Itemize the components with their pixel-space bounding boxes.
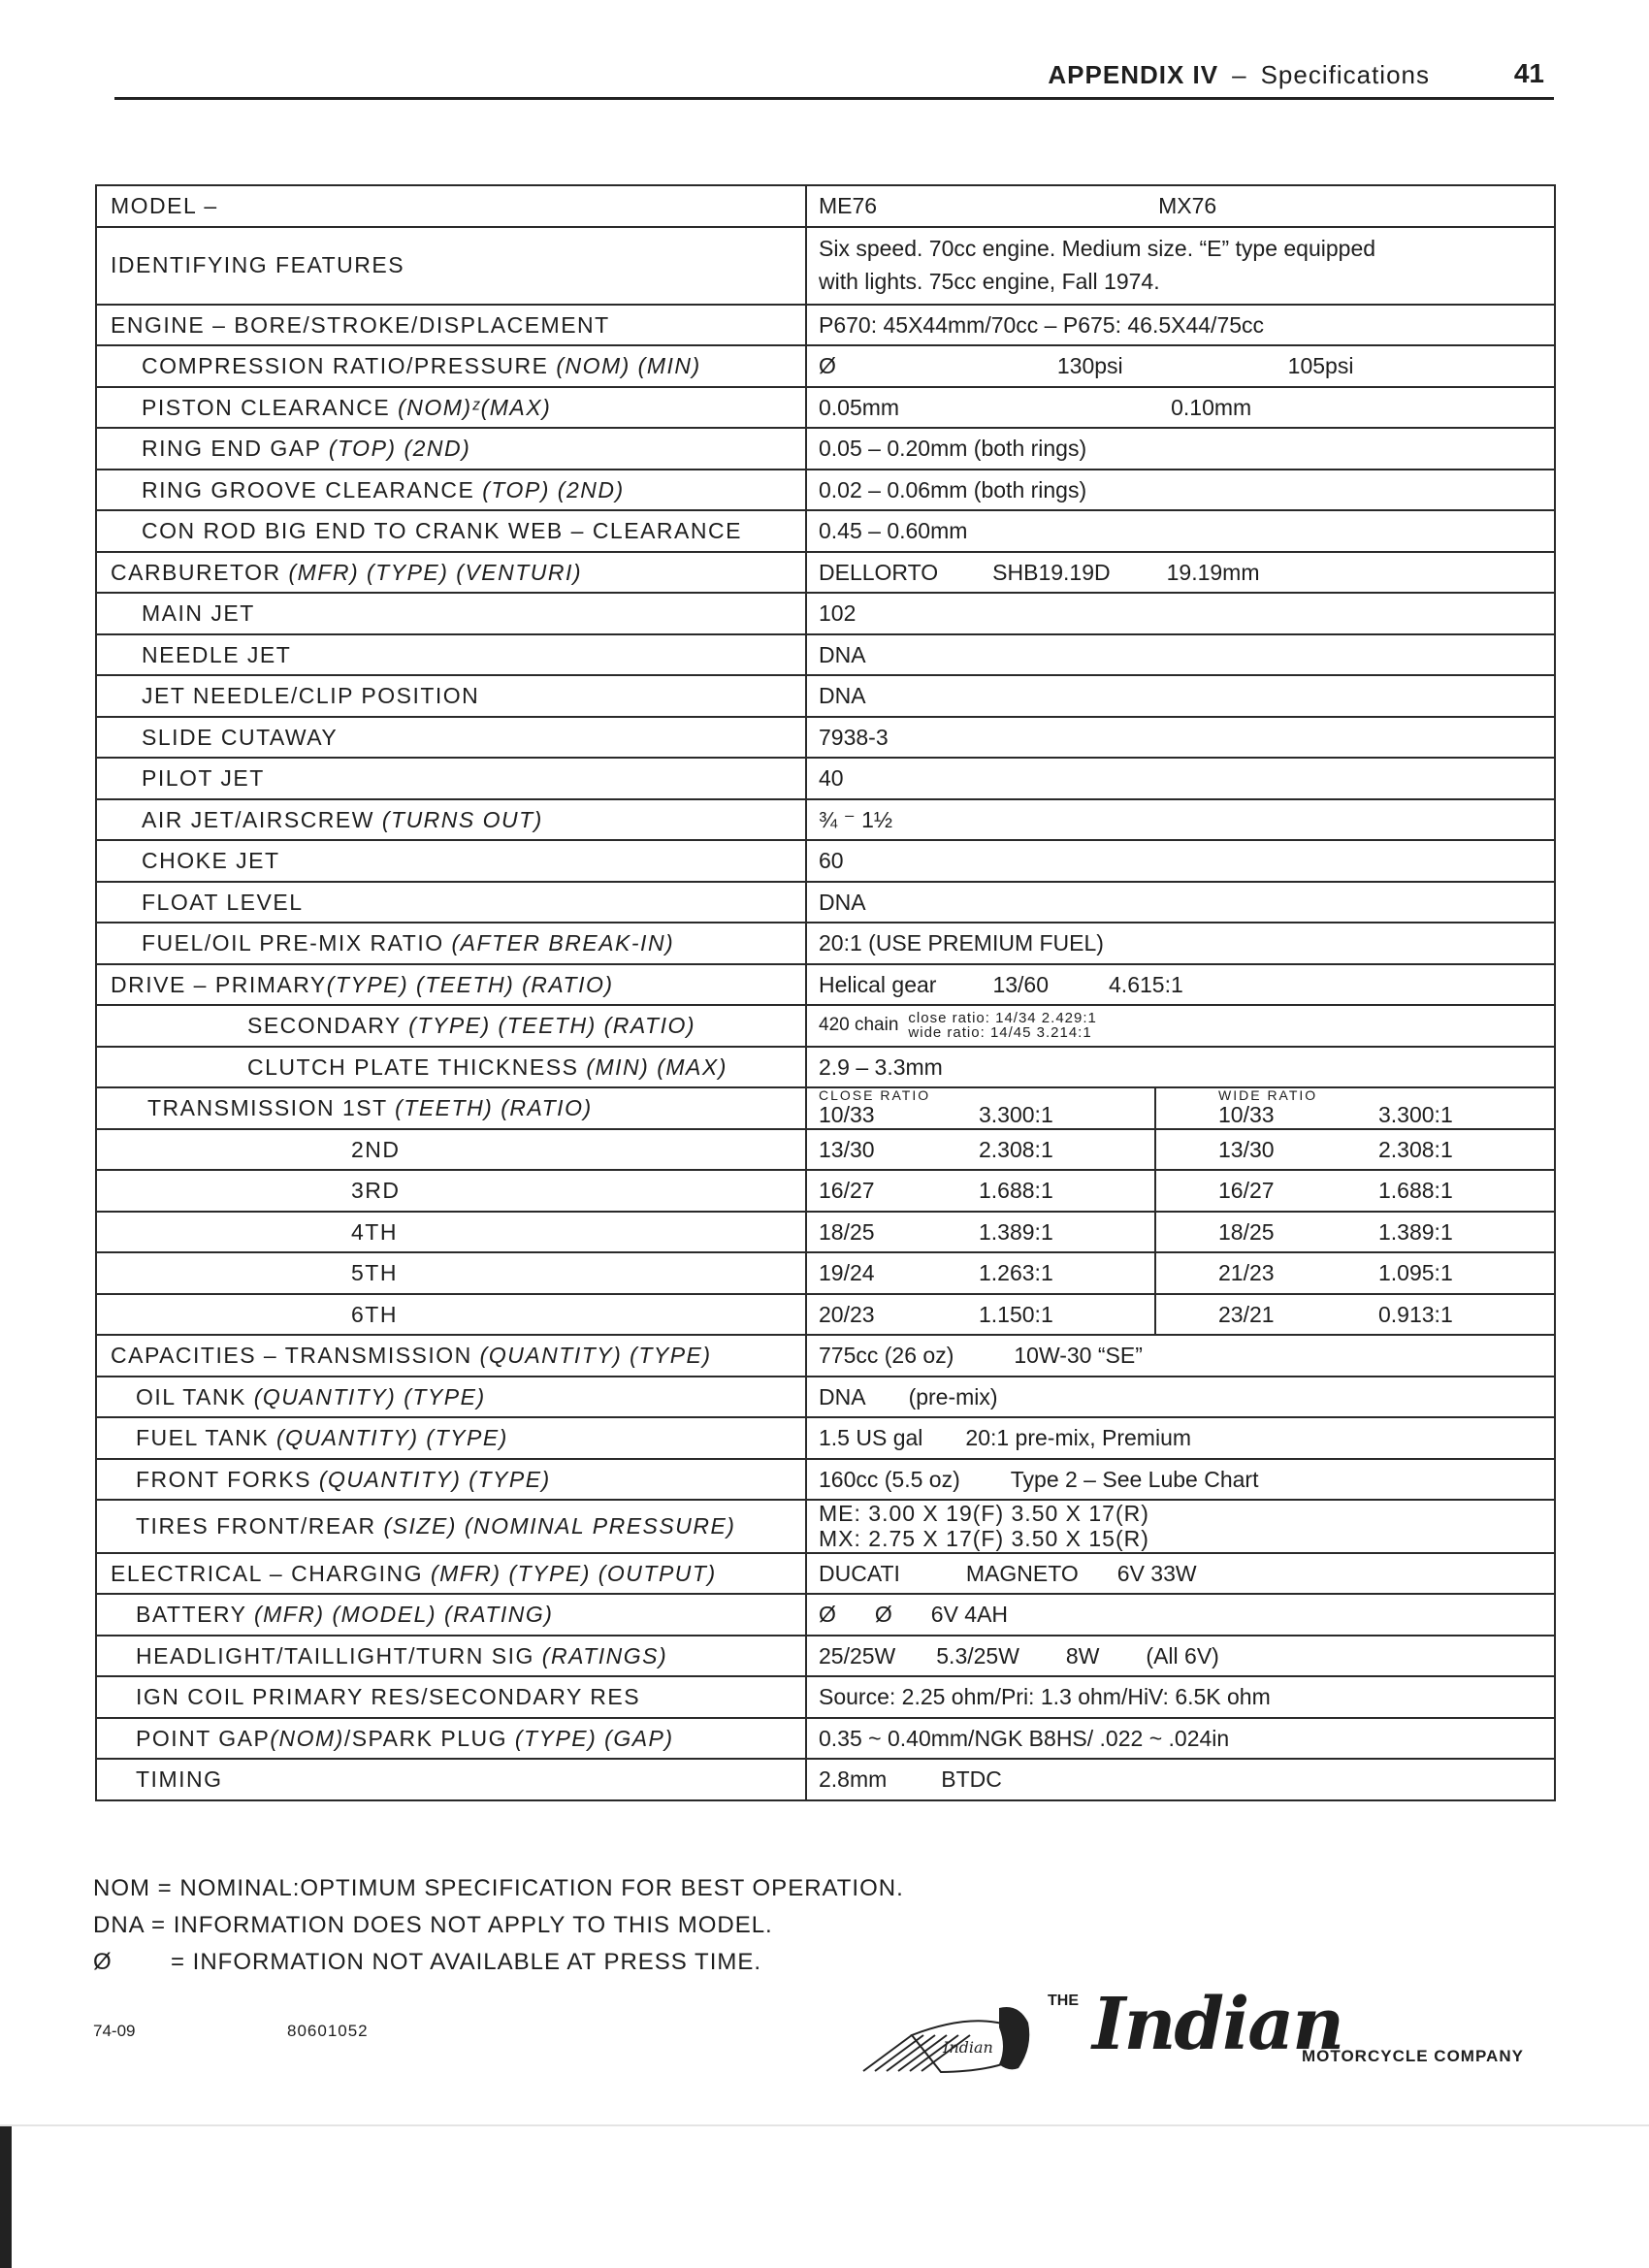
electrical-v2: MAGNETO — [965, 1560, 1079, 1586]
drive-v1: Helical gear — [819, 971, 937, 997]
forks-label-units: (QUANTITY) (TYPE) — [318, 1466, 551, 1492]
table-row — [96, 717, 1555, 759]
part-number: 80601052 — [287, 2022, 369, 2040]
carburetor-value — [806, 552, 1555, 594]
gear-6th-values — [806, 1294, 1555, 1336]
secondary-label-units: (TYPE) (TEETH) (RATIO) — [408, 1013, 696, 1039]
compression-v1: Ø — [819, 353, 836, 379]
ring-groove-label — [96, 470, 806, 511]
air-jet-label-units: (TURNS OUT) — [381, 806, 543, 832]
model-mx76: MX76 — [1158, 193, 1217, 219]
gear-6th-label: 6TH — [96, 1294, 806, 1336]
footnote-text: = INFORMATION NOT AVAILABLE AT PRESS TIME. — [171, 1949, 762, 1975]
footnote-text: = NOMINAL:OPTIMUM SPECIFICATION FOR BEST OPERATION. — [157, 1875, 904, 1901]
secondary-close-ratio: close ratio: 14/34 2.429:1 — [908, 1009, 1097, 1026]
footnote-symbol: NOM — [93, 1875, 150, 1901]
lights-v1: 25/25W — [819, 1642, 896, 1669]
premix-value: 20:1 (USE PREMIUM FUEL) — [806, 923, 1555, 964]
capacities-label — [96, 1335, 806, 1377]
table-row — [96, 185, 1555, 227]
indian-logo — [854, 1979, 1552, 2086]
gear-4th-values — [806, 1212, 1555, 1253]
carburetor-label-units: (MFR) (TYPE) (VENTURI) — [288, 559, 583, 585]
compression-label — [96, 345, 806, 387]
table-row — [96, 758, 1555, 799]
gear-wide-ratio: 1.389:1 — [1378, 1218, 1453, 1245]
table-row — [96, 675, 1555, 717]
forks-v2: Type 2 – See Lube Chart — [1010, 1466, 1259, 1492]
gear-1st-close-ratio: 3.300:1 — [979, 1102, 1053, 1128]
oil-tank-label-text: OIL TANK — [136, 1383, 254, 1409]
battery-v2: Ø — [874, 1602, 892, 1628]
timing-v1: 2.8mm — [819, 1766, 888, 1793]
electrical-label — [96, 1553, 806, 1595]
gear-wide-ratio: 2.308:1 — [1378, 1136, 1453, 1162]
table-row — [96, 1047, 1555, 1088]
table-row — [96, 1500, 1555, 1553]
carburetor-v1: DELLORTO — [819, 559, 939, 585]
forks-label — [96, 1459, 806, 1501]
forks-value — [806, 1459, 1555, 1501]
table-row — [96, 593, 1555, 634]
pilot-label: PILOT JET — [96, 758, 806, 799]
gear-3rd-label: 3RD — [96, 1170, 806, 1212]
oil-tank-label-units: (QUANTITY) (TYPE) — [253, 1383, 486, 1409]
lights-label — [96, 1636, 806, 1677]
model-me76: ME76 — [819, 193, 878, 219]
electrical-value — [806, 1553, 1555, 1595]
compression-label-units: (NOM) (MIN) — [556, 353, 701, 379]
tires-label-text: TIRES FRONT/REAR — [136, 1513, 384, 1539]
transmission-label-text: TRANSMISSION 1ST — [147, 1095, 396, 1121]
battery-v3: 6V 4AH — [930, 1602, 1009, 1628]
tires-mx: MX: 2.75 X 17(F) 3.50 X 15(R) — [819, 1526, 1149, 1552]
air-jet-label-text: AIR JET/AIRSCREW — [142, 806, 382, 832]
capacities-label-units: (QUANTITY) (TYPE) — [479, 1343, 712, 1369]
model-label: MODEL – — [96, 185, 806, 227]
table-row — [96, 552, 1555, 594]
footnote-na — [93, 1944, 904, 1981]
specifications-table — [95, 184, 1556, 1801]
secondary-label-text: SECONDARY — [247, 1013, 409, 1039]
gear-close-ratio: 2.308:1 — [979, 1136, 1053, 1162]
ring-groove-value: 0.02 – 0.06mm (both rings) — [806, 470, 1555, 511]
fuel-tank-v2: 20:1 pre-mix, Premium — [965, 1425, 1192, 1451]
ring-groove-label-units: (TOP) (2ND) — [482, 476, 625, 502]
lights-label-text: HEADLIGHT/TAILLIGHT/TURN SIG — [136, 1642, 542, 1669]
gear-2nd-values — [806, 1129, 1555, 1171]
table-row — [96, 1335, 1555, 1377]
ign-coil-label: IGN COIL PRIMARY RES/SECONDARY RES — [96, 1676, 806, 1718]
gear-close-ratio: 1.688:1 — [979, 1178, 1053, 1204]
capacities-v2: 10W-30 “SE” — [1014, 1343, 1143, 1369]
identifying-line2: with lights. 75cc engine, Fall 1974. — [819, 268, 1160, 294]
gear-4th-label: 4TH — [96, 1212, 806, 1253]
float-value: DNA — [806, 882, 1555, 923]
ring-gap-label — [96, 428, 806, 470]
point-gap-label — [96, 1718, 806, 1760]
transmission-label — [96, 1087, 806, 1129]
gear-wide-ratio: 1.688:1 — [1378, 1178, 1453, 1204]
footnotes — [93, 1870, 904, 1981]
tires-label — [96, 1500, 806, 1553]
gear-1st-wide-teeth: 10/33 — [1218, 1102, 1275, 1128]
page-header — [114, 56, 1554, 100]
wide-ratio-header: WIDE RATIO — [1218, 1087, 1318, 1104]
electrical-label-text: ELECTRICAL – CHARGING — [111, 1560, 431, 1586]
page-number: 41 — [1513, 58, 1544, 88]
battery-label-units: (MFR) (MODEL) (RATING) — [253, 1602, 554, 1628]
forks-v1: 160cc (5.5 oz) — [819, 1466, 960, 1492]
table-row — [96, 1718, 1555, 1760]
gear-wide-ratio: 1.095:1 — [1378, 1260, 1453, 1286]
forks-label-text: FRONT FORKS — [136, 1466, 319, 1492]
svg-text:Indian: Indian — [943, 2038, 993, 2057]
model-values — [806, 185, 1555, 227]
table-row — [96, 882, 1555, 923]
table-row — [96, 1005, 1555, 1047]
tires-me: ME: 3.00 X 19(F) 3.50 X 17(R) — [819, 1501, 1149, 1526]
piston-value — [806, 387, 1555, 429]
footnote-dna — [93, 1907, 904, 1944]
pilot-value: 40 — [806, 758, 1555, 799]
point-gap-label-nom: (NOM) — [270, 1725, 344, 1751]
gear-wide-teeth: 13/30 — [1218, 1136, 1275, 1162]
slide-value: 7938-3 — [806, 717, 1555, 759]
table-row — [96, 1129, 1555, 1171]
table-row — [96, 470, 1555, 511]
lights-v3: 8W — [1065, 1642, 1100, 1669]
gear-close-teeth: 19/24 — [819, 1260, 875, 1286]
drive-v3: 4.615:1 — [1109, 971, 1183, 997]
ring-gap-label-text: RING END GAP — [142, 436, 329, 462]
slide-label: SLIDE CUTAWAY — [96, 717, 806, 759]
footnote-text: = INFORMATION DOES NOT APPLY TO THIS MODEL. — [151, 1912, 773, 1938]
gear-close-teeth: 18/25 — [819, 1218, 875, 1245]
capacities-value — [806, 1335, 1555, 1377]
main-jet-label: MAIN JET — [96, 593, 806, 634]
footnote-symbol: Ø — [93, 1949, 113, 1975]
choke-value: 60 — [806, 840, 1555, 882]
ign-coil-value: Source: 2.25 ohm/Pri: 1.3 ohm/HiV: 6.5K ohm — [806, 1676, 1555, 1718]
table-row — [96, 1252, 1555, 1294]
lights-v2: 5.3/25W — [936, 1642, 1019, 1669]
gear-5th-values — [806, 1252, 1555, 1294]
ring-groove-label-text: RING GROOVE CLEARANCE — [142, 476, 483, 502]
fuel-tank-v1: 1.5 US gal — [819, 1425, 923, 1451]
air-jet-label — [96, 799, 806, 841]
electrical-label-units: (MFR) (TYPE) (OUTPUT) — [430, 1560, 717, 1586]
ring-gap-value: 0.05 – 0.20mm (both rings) — [806, 428, 1555, 470]
fuel-tank-label-units: (QUANTITY) (TYPE) — [275, 1425, 508, 1451]
identifying-label: IDENTIFYING FEATURES — [96, 227, 806, 305]
ring-gap-label-units: (TOP) (2ND) — [328, 436, 471, 462]
table-row — [96, 1087, 1555, 1129]
gear-wide-teeth: 16/27 — [1218, 1178, 1275, 1204]
gear-close-teeth: 13/30 — [819, 1136, 875, 1162]
gear-close-teeth: 20/23 — [819, 1301, 875, 1327]
gear-close-ratio: 1.150:1 — [979, 1301, 1053, 1327]
battery-v1: Ø — [819, 1602, 836, 1628]
header-title — [1048, 60, 1430, 90]
carburetor-label-text: CARBURETOR — [111, 559, 289, 585]
lights-label-units: (RATINGS) — [541, 1642, 668, 1669]
table-row — [96, 227, 1555, 305]
header-dash: – — [1232, 60, 1247, 89]
table-row — [96, 1759, 1555, 1800]
logo-company: MOTORCYCLE COMPANY — [1302, 2047, 1524, 2065]
scan-binding-edge — [0, 2126, 12, 2268]
carburetor-label — [96, 552, 806, 594]
tires-label-units: (SIZE) (NOMINAL PRESSURE) — [383, 1513, 736, 1539]
premix-label — [96, 923, 806, 964]
date-code: 74-09 — [93, 2022, 136, 2040]
electrical-v1: DUCATI — [819, 1560, 900, 1586]
drive-v2: 13/60 — [992, 971, 1050, 997]
table-row — [96, 1676, 1555, 1718]
con-rod-label: CON ROD BIG END TO CRANK WEB – CLEARANCE — [96, 510, 806, 552]
fuel-tank-label-text: FUEL TANK — [136, 1425, 276, 1451]
needle-jet-value: DNA — [806, 634, 1555, 676]
compression-v3: 105psi — [1287, 353, 1354, 379]
table-row — [96, 1636, 1555, 1677]
table-row — [96, 1294, 1555, 1336]
clutch-label — [96, 1047, 806, 1088]
table-row — [96, 840, 1555, 882]
gear-wide-teeth: 18/25 — [1218, 1218, 1275, 1245]
table-row — [96, 1459, 1555, 1501]
table-row — [96, 634, 1555, 676]
identifying-line1: Six speed. 70cc engine. Medium size. “E” type equipped — [819, 236, 1376, 262]
transmission-label-units: (TEETH) (RATIO) — [395, 1095, 593, 1121]
compression-label-text: COMPRESSION RATIO/PRESSURE — [142, 353, 557, 379]
secondary-label — [96, 1005, 806, 1047]
fuel-tank-label — [96, 1417, 806, 1459]
needle-jet-label: NEEDLE JET — [96, 634, 806, 676]
table-row — [96, 345, 1555, 387]
engine-label: ENGINE – BORE/STROKE/DISPLACEMENT — [96, 305, 806, 346]
choke-label: CHOKE JET — [96, 840, 806, 882]
secondary-wide-ratio: wide ratio: 14/45 3.214:1 — [908, 1024, 1092, 1042]
carburetor-v2: SHB19.19D — [992, 559, 1111, 585]
footnote-nom — [93, 1870, 904, 1907]
drive-label-text: DRIVE – PRIMARY — [111, 971, 327, 997]
main-jet-value: 102 — [806, 593, 1555, 634]
gear-5th-label: 5TH — [96, 1252, 806, 1294]
point-gap-label-text: POINT GAP — [136, 1725, 271, 1751]
clutch-label-units: (MIN) (MAX) — [586, 1053, 728, 1080]
capacities-label-text: CAPACITIES – TRANSMISSION — [111, 1343, 480, 1369]
table-row — [96, 1594, 1555, 1636]
piston-label-text: PISTON CLEARANCE — [142, 394, 399, 420]
oil-tank-v2: (pre-mix) — [908, 1383, 998, 1409]
jet-needle-label: JET NEEDLE/CLIP POSITION — [96, 675, 806, 717]
table-row — [96, 387, 1555, 429]
gear-wide-teeth: 21/23 — [1218, 1260, 1275, 1286]
timing-label: TIMING — [96, 1759, 806, 1800]
logo-the: THE — [1048, 1993, 1079, 2009]
gear-wide-ratio: 0.913:1 — [1378, 1301, 1453, 1327]
table-row — [96, 1553, 1555, 1595]
gear-close-ratio: 1.389:1 — [979, 1218, 1053, 1245]
table-row — [96, 1212, 1555, 1253]
gear-2nd-label: 2ND — [96, 1129, 806, 1171]
drive-value — [806, 964, 1555, 1006]
lights-v4: (All 6V) — [1146, 1642, 1219, 1669]
identifying-value — [806, 227, 1555, 305]
gear-1st-close-teeth: 10/33 — [819, 1102, 875, 1128]
battery-value — [806, 1594, 1555, 1636]
appendix-label: APPENDIX IV — [1048, 60, 1219, 89]
piston-label-units: (NOM)ᶻ(MAX) — [398, 394, 552, 420]
piston-v1: 0.05mm — [819, 394, 900, 420]
table-row — [96, 1170, 1555, 1212]
clutch-label-text: CLUTCH PLATE THICKNESS — [247, 1053, 587, 1080]
gear-1st-wide-ratio: 3.300:1 — [1378, 1102, 1453, 1128]
fuel-tank-value — [806, 1417, 1555, 1459]
carburetor-v3: 19.19mm — [1166, 559, 1260, 585]
drive-label-units: (TYPE) (TEETH) (RATIO) — [326, 971, 614, 997]
table-row — [96, 1417, 1555, 1459]
table-row — [96, 923, 1555, 964]
compression-value — [806, 345, 1555, 387]
table-row — [96, 428, 1555, 470]
jet-needle-value: DNA — [806, 675, 1555, 717]
oil-tank-v1: DNA — [819, 1383, 866, 1409]
section-label: Specifications — [1260, 60, 1430, 89]
table-row — [96, 799, 1555, 841]
gear-1st-values — [806, 1087, 1555, 1129]
capacities-v1: 775cc (26 oz) — [819, 1343, 954, 1369]
air-jet-value: ¾ ⁻ 1½ — [806, 799, 1555, 841]
table-row — [96, 1377, 1555, 1418]
gear-close-teeth: 16/27 — [819, 1178, 875, 1204]
table-row — [96, 305, 1555, 346]
indian-headdress-emblem-icon — [854, 1979, 1057, 2086]
gear-wide-teeth: 23/21 — [1218, 1301, 1275, 1327]
gear-3rd-values — [806, 1170, 1555, 1212]
premix-label-units: (AFTER BREAK-IN) — [451, 930, 675, 956]
electrical-v3: 6V 33W — [1116, 1560, 1197, 1586]
drive-label — [96, 964, 806, 1006]
compression-v2: 130psi — [1056, 353, 1123, 379]
piston-v2: 0.10mm — [1171, 394, 1252, 420]
gear-close-ratio: 1.263:1 — [979, 1260, 1053, 1286]
lights-value — [806, 1636, 1555, 1677]
footnote-symbol: DNA — [93, 1912, 145, 1938]
float-label: FLOAT LEVEL — [96, 882, 806, 923]
timing-v2: BTDC — [941, 1766, 1002, 1793]
table-row — [96, 964, 1555, 1006]
engine-value: P670: 45X44mm/70cc – P675: 46.5X44/75cc — [806, 305, 1555, 346]
close-ratio-header: CLOSE RATIO — [819, 1087, 931, 1104]
point-gap-label-spark: /SPARK PLUG — [343, 1725, 515, 1751]
point-gap-value: 0.35 ~ 0.40mm/NGK B8HS/ .022 ~ .024in — [806, 1718, 1555, 1760]
logo-wordmark: Indian — [1092, 1983, 1343, 2066]
table-row — [96, 510, 1555, 552]
premix-label-text: FUEL/OIL PRE-MIX RATIO — [142, 930, 452, 956]
tires-value — [806, 1500, 1555, 1553]
scan-fold-line — [0, 2124, 1649, 2126]
con-rod-value: 0.45 – 0.60mm — [806, 510, 1555, 552]
secondary-chain: 420 chain — [819, 1015, 899, 1036]
secondary-value — [806, 1005, 1555, 1047]
oil-tank-label — [96, 1377, 806, 1418]
oil-tank-value — [806, 1377, 1555, 1418]
piston-label — [96, 387, 806, 429]
battery-label — [96, 1594, 806, 1636]
clutch-value: 2.9 – 3.3mm — [806, 1047, 1555, 1088]
battery-label-text: BATTERY — [136, 1602, 254, 1628]
point-gap-label-units: (TYPE) (GAP) — [514, 1725, 674, 1751]
timing-value — [806, 1759, 1555, 1800]
